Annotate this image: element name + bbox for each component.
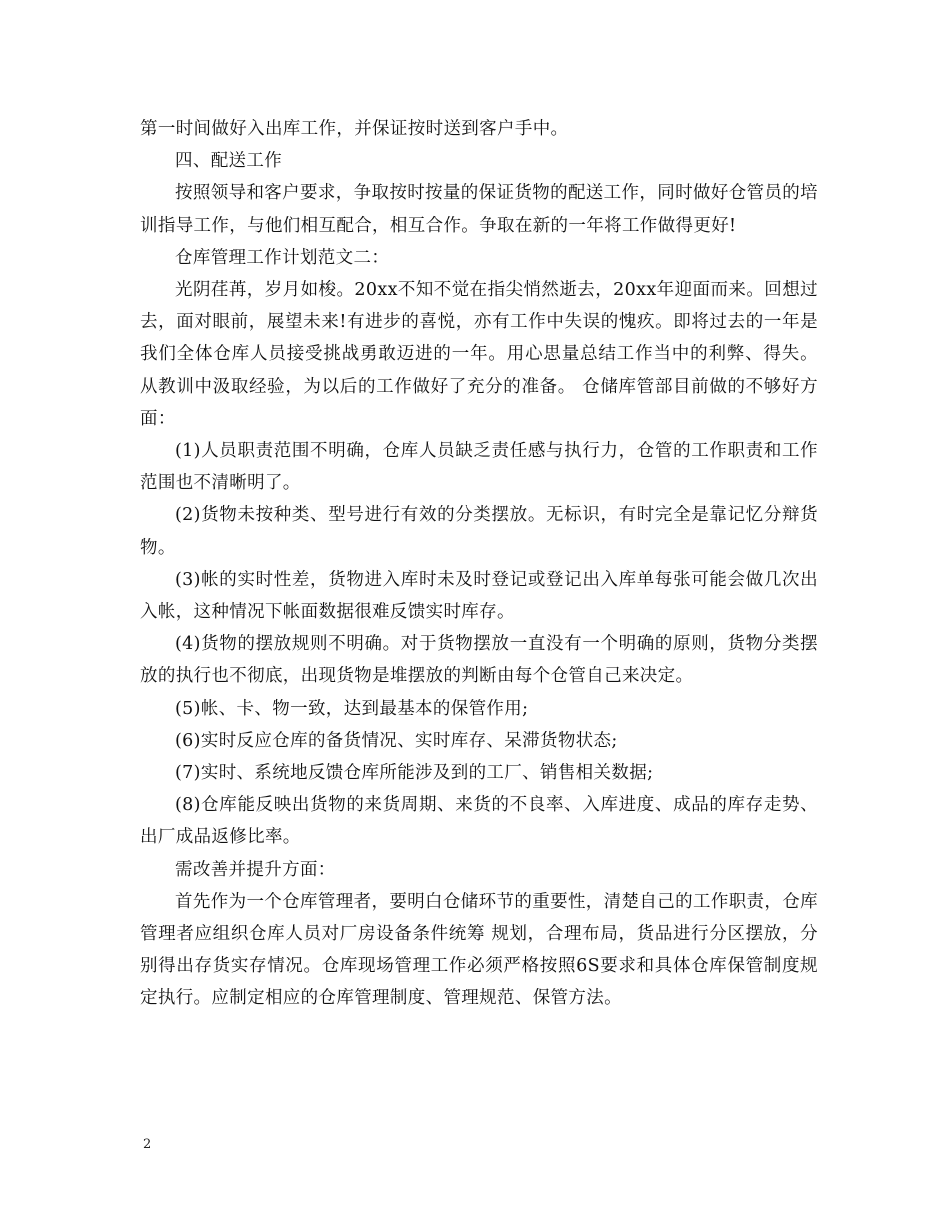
paragraph: 第一时间做好入出库工作，并保证按时送到客户手中。 [140,119,569,139]
paragraph: 光阴荏苒，岁月如梭。20xx不知不觉在指尖悄然逝去，20xx年迎面而来。回想过去，面对眼前，展望未来!有进步的喜悦，亦有工作中失误的愧疚。即将过去的一年是我们全体仓库人员接受挑战勇敢迈进的一年。用心思量总结工作当中的利弊、得失。从教训中汲取经验，为以后的工作做好了充分的准备。 仓储库管部目前做的不够好方面： [140,280,818,429]
section-heading: 四、配送工作 [175,151,283,172]
list-item: (4)货物的摆放规则不明确。对于货物摆放一直没有一个明确的原则，货物分类摆放的执行也不彻底，出现货物是堆摆放的判断由每个仓管自己来决定。 [140,634,818,687]
paragraph: 首先作为一个仓库管理者，要明白仓储环节的重要性，清楚自己的工作职责，仓库管理者应组织仓库人员对厂房设备条件统筹 规划，合理布局，货品进行分区摆放，分别得出存货实存情况。仓库现场管理工作必须严格按照6S要求和具体仓库保管制度规定执行。应制定相应的仓库管理制度、管理规范、保管方法。 [140,891,818,1009]
section-heading: 仓库管理工作计划范文二： [175,247,390,268]
list-item: (8)仓库能反映出货物的来货周期、来货的不良率、入库进度、成品的库存走势、出厂成品返修比率。 [140,795,818,848]
list-item: (5)帐、卡、物一致，达到最基本的保管作用; [175,698,529,719]
page-number: 2 [143,1137,152,1152]
list-item: (7)实时、系统地反馈仓库所能涉及到的工厂、销售相关数据; [175,763,654,784]
document-body [140,113,818,1015]
list-item: (6)实时反应仓库的备货情况、实时库存、呆滞货物状态; [175,730,618,751]
list-item: (2)货物未按种类、型号进行有效的分类摆放。无标识，有时完全是靠记忆分辩货物。 [140,505,818,558]
section-heading: 需改善并提升方面： [175,859,336,880]
paragraph: 按照领导和客户要求，争取按时按量的保证货物的配送工作，同时做好仓管员的培训指导工作，与他们相互配合，相互合作。争取在新的一年将工作做得更好! [140,183,818,236]
list-item: (3)帐的实时性差，货物进入库时未及时登记或登记出入库单每张可能会做几次出入帐，这种情况下帐面数据很难反馈实时库存。 [140,569,818,623]
list-item: (1)人员职责范围不明确，仓库人员缺乏责任感与执行力，仓管的工作职责和工作范围也不清晰明了。 [140,441,818,494]
